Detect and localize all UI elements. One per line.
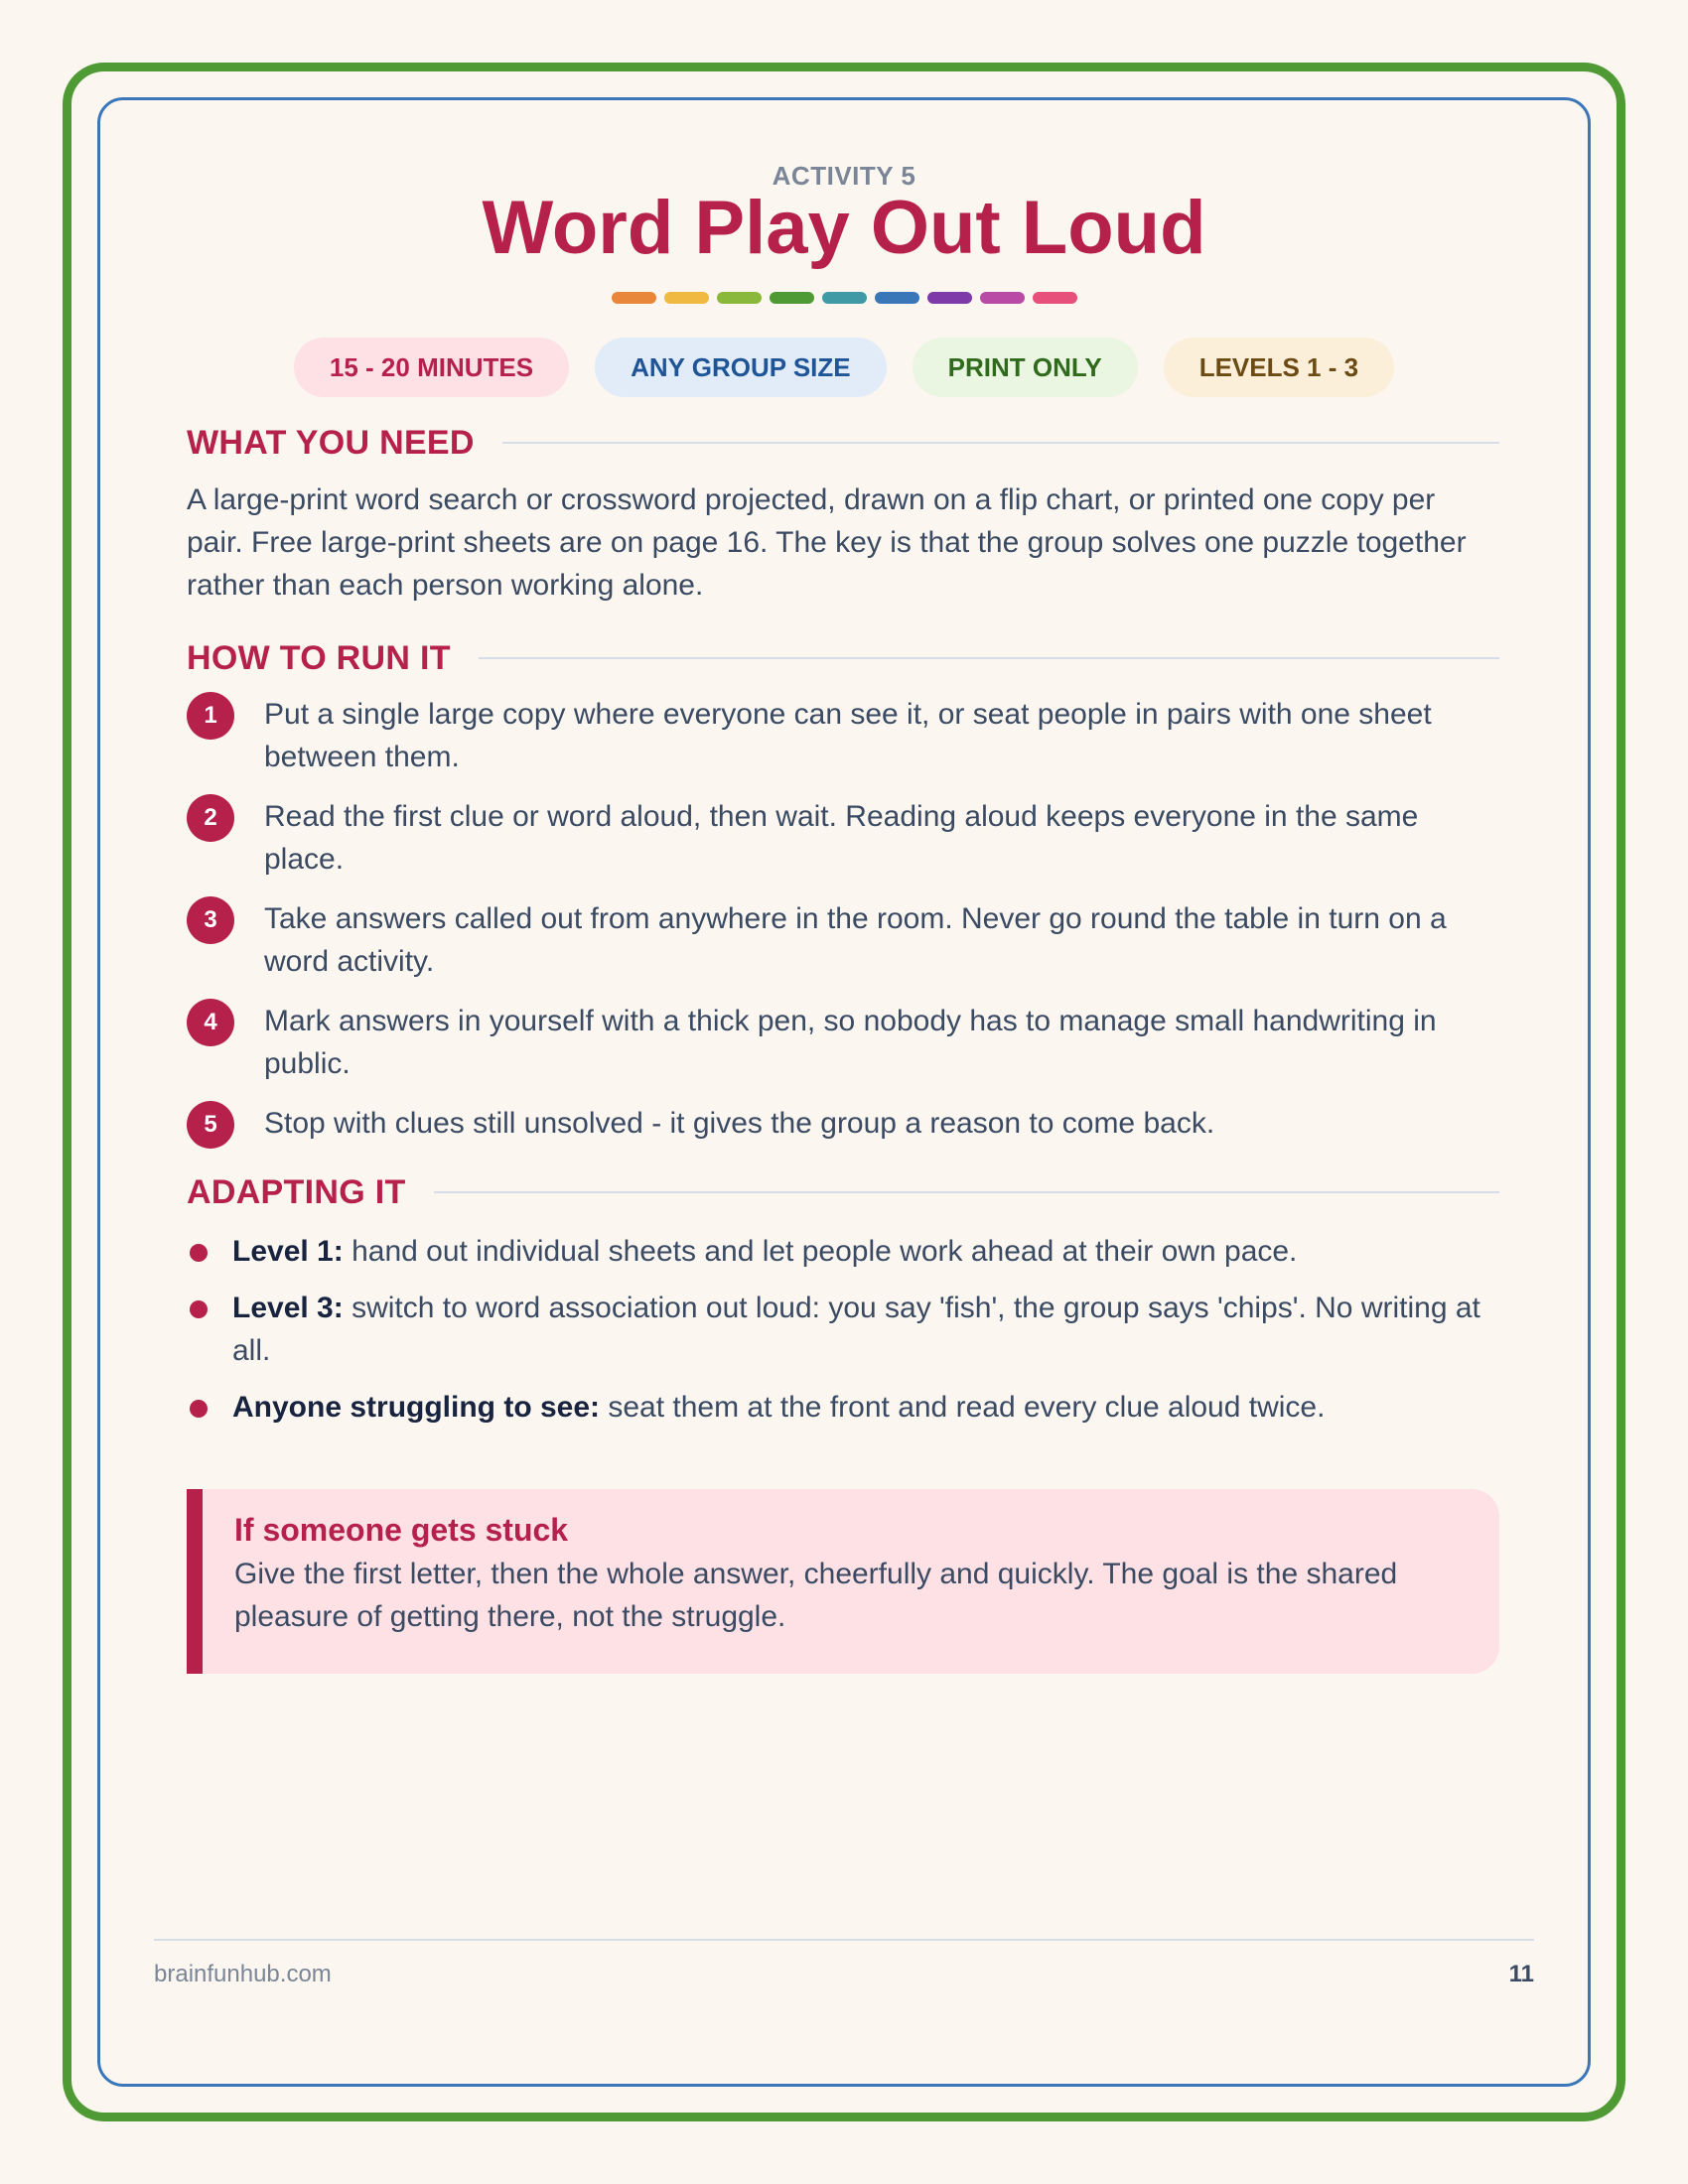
color-dash [664,292,709,304]
color-dash [770,292,814,304]
step-item [187,1101,1499,1149]
divider [434,1191,1499,1193]
bullet-dot-icon [190,1400,208,1418]
divider [479,657,1499,659]
decorative-color-bar [0,292,1688,304]
section-how-to-run-heading [187,632,1499,684]
adapting-lead: Level 3: [232,1292,344,1324]
adapting-text [232,1386,1499,1429]
adapting-text [232,1230,1499,1273]
adapting-lead: Anyone struggling to see: [232,1391,601,1424]
steps-list [187,692,1499,1149]
step-number: 3 [187,896,234,944]
adapting-list [187,1230,1499,1429]
adapting-lead: Level 1: [232,1235,344,1268]
section-heading: ADAPTING IT [187,1172,406,1211]
page-number: 11 [1508,1961,1534,1987]
step-text: Read the first clue or word aloud, then wait. Reading aloud keeps everyone in the same place. [264,800,1419,876]
adapting-item [187,1287,1499,1372]
what-you-need-text: A large-print word search or crossword projected, drawn on a flip chart, or printed one copy per pair. Free large-print sheets are on page 16. The key is that the group solves one puzzle together rather than each person working alone. [187,483,1467,602]
color-dash [717,292,762,304]
step-number: 4 [187,999,234,1046]
footer-divider [154,1939,1534,1941]
bullet-dot-icon [190,1244,208,1262]
color-dash [980,292,1025,304]
color-dash [822,292,867,304]
adapting-detail: hand out individual sheets and let people work ahead at their own pace. [343,1235,1298,1268]
adapting-text [232,1287,1499,1372]
color-dash [875,292,919,304]
step-item [187,896,1499,983]
activity-kicker: ACTIVITY 5 [772,161,916,191]
adapting-detail: seat them at the front and read every clue aloud twice. [600,1391,1326,1424]
step-number: 5 [187,1101,234,1149]
step-item [187,794,1499,881]
step-text: Put a single large copy where everyone can see it, or seat people in pairs with one sheet between them. [264,698,1432,773]
section-heading: WHAT YOU NEED [187,423,475,462]
divider [502,442,1499,444]
section-what-you-need-heading [187,417,1499,469]
step-text: Stop with clues still unsolved - it gives the group a reason to come back. [264,1107,1215,1140]
adapting-detail: switch to word association out loud: you say 'fish', the group says 'chips'. No writing at all. [232,1292,1480,1367]
step-item [187,999,1499,1085]
footer-site: brainfunhub.com [154,1961,332,1987]
step-text: Mark answers in yourself with a thick pen, so nobody has to manage small handwriting in public. [264,1005,1437,1080]
callout-text: Give the first letter, then the whole answer, cheerfully and quickly. The goal is the shared pleasure of getting there, not the struggle. [234,1558,1398,1633]
adapting-item [187,1230,1499,1273]
tip-callout [187,1489,1499,1674]
tag-pill: PRINT ONLY [913,338,1138,397]
callout-title: If someone gets stuck [234,1512,569,1548]
color-dash [927,292,972,304]
section-adapting-heading [187,1166,1499,1218]
color-dash [612,292,656,304]
step-number: 1 [187,692,234,740]
section-heading: HOW TO RUN IT [187,638,451,677]
color-dash [1033,292,1077,304]
page-title: Word Play Out Loud [482,186,1206,270]
tag-pill: ANY GROUP SIZE [595,338,887,397]
page-header [0,159,1688,304]
step-text: Take answers called out from anywhere in the room. Never go round the table in turn on a word activity. [264,902,1447,978]
tag-pill: 15 - 20 MINUTES [294,338,569,397]
step-item [187,692,1499,778]
tag-pill: LEVELS 1 - 3 [1164,338,1394,397]
adapting-item [187,1386,1499,1429]
activity-tags [0,338,1688,397]
bullet-dot-icon [190,1300,208,1318]
step-number: 2 [187,794,234,842]
main-content [187,417,1499,1442]
